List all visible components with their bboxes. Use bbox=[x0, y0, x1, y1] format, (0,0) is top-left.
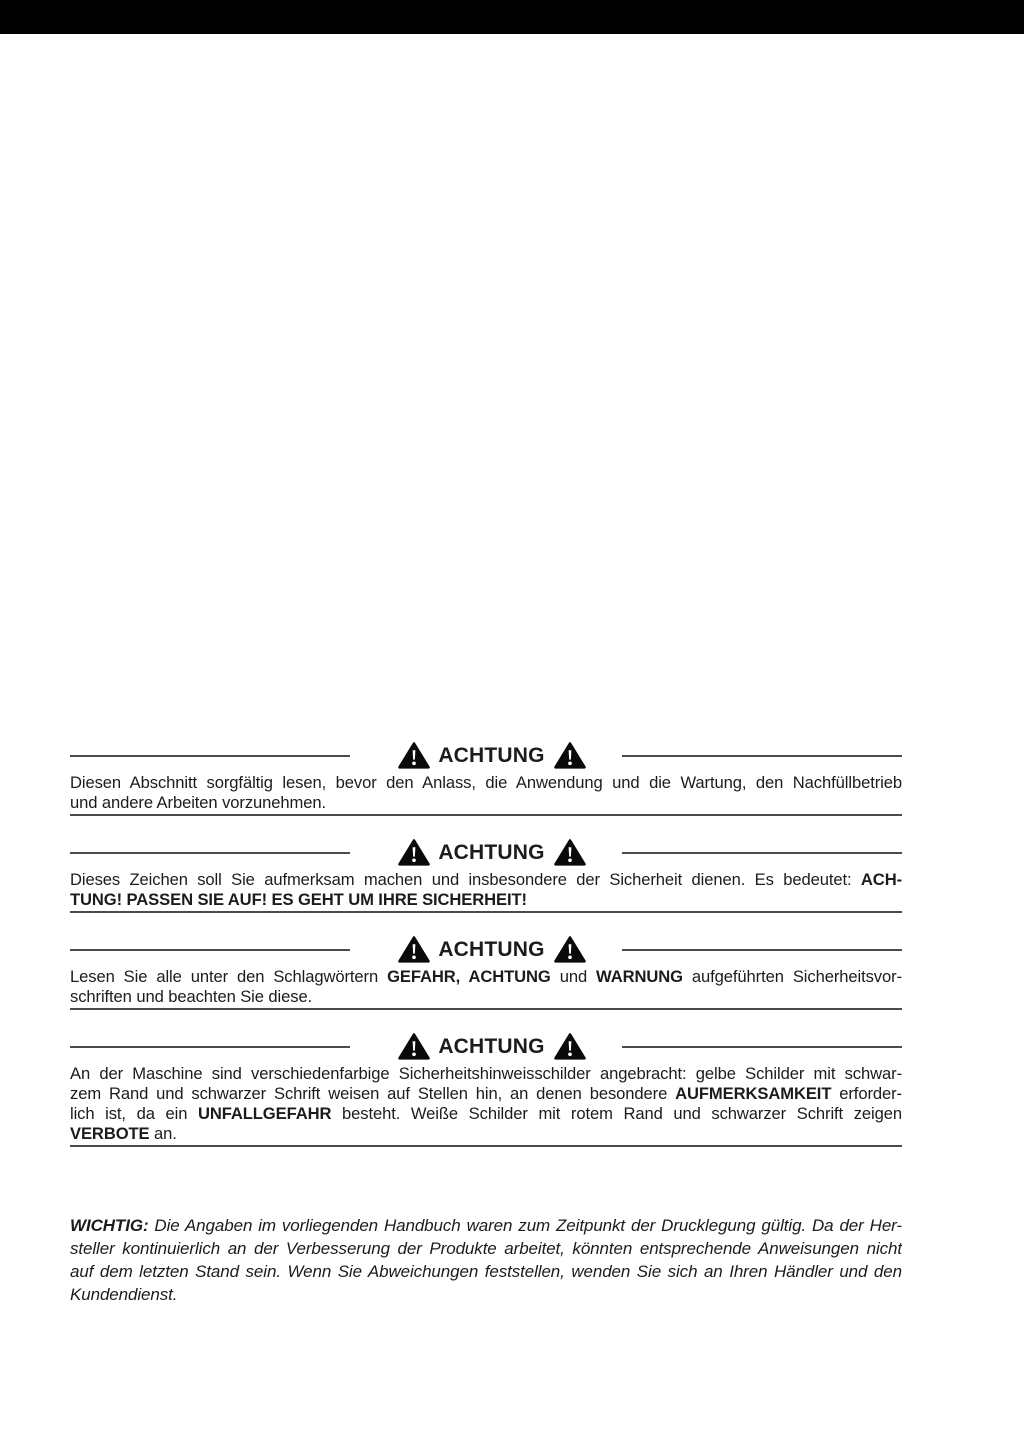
text-line: auf dem letzten Stand sein. Wenn Sie Abweichungen feststellen, wenden Sie sich an Ihren Händler und den bbox=[70, 1262, 902, 1281]
warning-section bbox=[70, 839, 902, 913]
text-line: Diesen Abschnitt sorgfältig lesen, bevor den Anlass, die Anwendung und die Wartung, den Nachfüllbetrieb bbox=[70, 773, 902, 792]
warning-body-text bbox=[70, 870, 902, 910]
warning-title: ACHTUNG bbox=[438, 840, 545, 864]
heading-rule-right bbox=[622, 852, 902, 854]
warning-triangle-icon bbox=[554, 742, 586, 769]
heading-rule-left bbox=[70, 949, 350, 951]
warning-section bbox=[70, 1033, 902, 1147]
heading-rule-left bbox=[70, 755, 350, 757]
section-bottom-rule bbox=[70, 911, 902, 913]
warning-title: ACHTUNG bbox=[438, 743, 545, 767]
section-bottom-rule bbox=[70, 1145, 902, 1147]
text-line: schriften und beachten Sie diese. bbox=[70, 987, 313, 1006]
warning-heading bbox=[70, 1033, 902, 1060]
text-line: Dieses Zeichen soll Sie aufmerksam machen und insbesondere der Sicherheit dienen. Es bedeutet: ACH- bbox=[70, 870, 902, 889]
text-line: Kundendienst. bbox=[70, 1285, 178, 1304]
text-line: VERBOTE an. bbox=[70, 1124, 177, 1143]
important-notice-text bbox=[70, 1214, 902, 1306]
warning-title: ACHTUNG bbox=[438, 937, 545, 961]
text-line: Lesen Sie alle unter den Schlagwörtern GEFAHR, ACHTUNG und WARNUNG aufgeführten Sicherheitsvor- bbox=[70, 967, 902, 986]
text-line: zem Rand und schwarzer Schrift weisen auf Stellen hin, an denen besondere AUFMERKSAMKEIT erforder- bbox=[70, 1084, 902, 1103]
warning-triangle-icon bbox=[554, 839, 586, 866]
text-line: TUNG! PASSEN SIE AUF! ES GEHT UM IHRE SICHERHEIT! bbox=[70, 890, 527, 909]
warning-heading bbox=[70, 936, 902, 963]
section-bottom-rule bbox=[70, 1008, 902, 1010]
warning-heading bbox=[70, 742, 902, 769]
heading-rule-right bbox=[622, 949, 902, 951]
warning-body-text bbox=[70, 773, 902, 813]
text-line: WICHTIG: Die Angaben im vorliegenden Handbuch waren zum Zeitpunkt der Drucklegung gültig. Da der Her- bbox=[70, 1216, 902, 1235]
warning-triangle-icon bbox=[398, 1033, 430, 1060]
warning-triangle-icon bbox=[398, 839, 430, 866]
warning-triangle-icon bbox=[398, 742, 430, 769]
text-line: An der Maschine sind verschiedenfarbige Sicherheitshinweisschilder angebracht: gelbe Schilder mit schwar- bbox=[70, 1064, 902, 1083]
warning-triangle-icon bbox=[554, 936, 586, 963]
heading-rule-right bbox=[622, 755, 902, 757]
text-line: steller kontinuierlich an der Verbesserung der Produkte arbeitet, könnten entsprechende Anweisungen nicht bbox=[70, 1239, 902, 1258]
text-line: und andere Arbeiten vorzunehmen. bbox=[70, 793, 327, 812]
warning-triangle-icon bbox=[398, 936, 430, 963]
warning-body-text bbox=[70, 1064, 902, 1144]
warning-section bbox=[70, 936, 902, 1010]
warning-body-text bbox=[70, 967, 902, 1007]
warning-triangle-icon bbox=[554, 1033, 586, 1060]
page-content bbox=[70, 742, 902, 1306]
heading-rule-left bbox=[70, 1046, 350, 1048]
scan-edge-bar bbox=[0, 0, 1024, 34]
section-bottom-rule bbox=[70, 814, 902, 816]
warning-section bbox=[70, 742, 902, 816]
text-line: lich ist, da ein UNFALLGEFAHR besteht. Weiße Schilder mit rotem Rand und schwarzer Schrift zeigen bbox=[70, 1104, 902, 1123]
warning-title: ACHTUNG bbox=[438, 1034, 545, 1058]
heading-rule-right bbox=[622, 1046, 902, 1048]
heading-rule-left bbox=[70, 852, 350, 854]
warning-heading bbox=[70, 839, 902, 866]
